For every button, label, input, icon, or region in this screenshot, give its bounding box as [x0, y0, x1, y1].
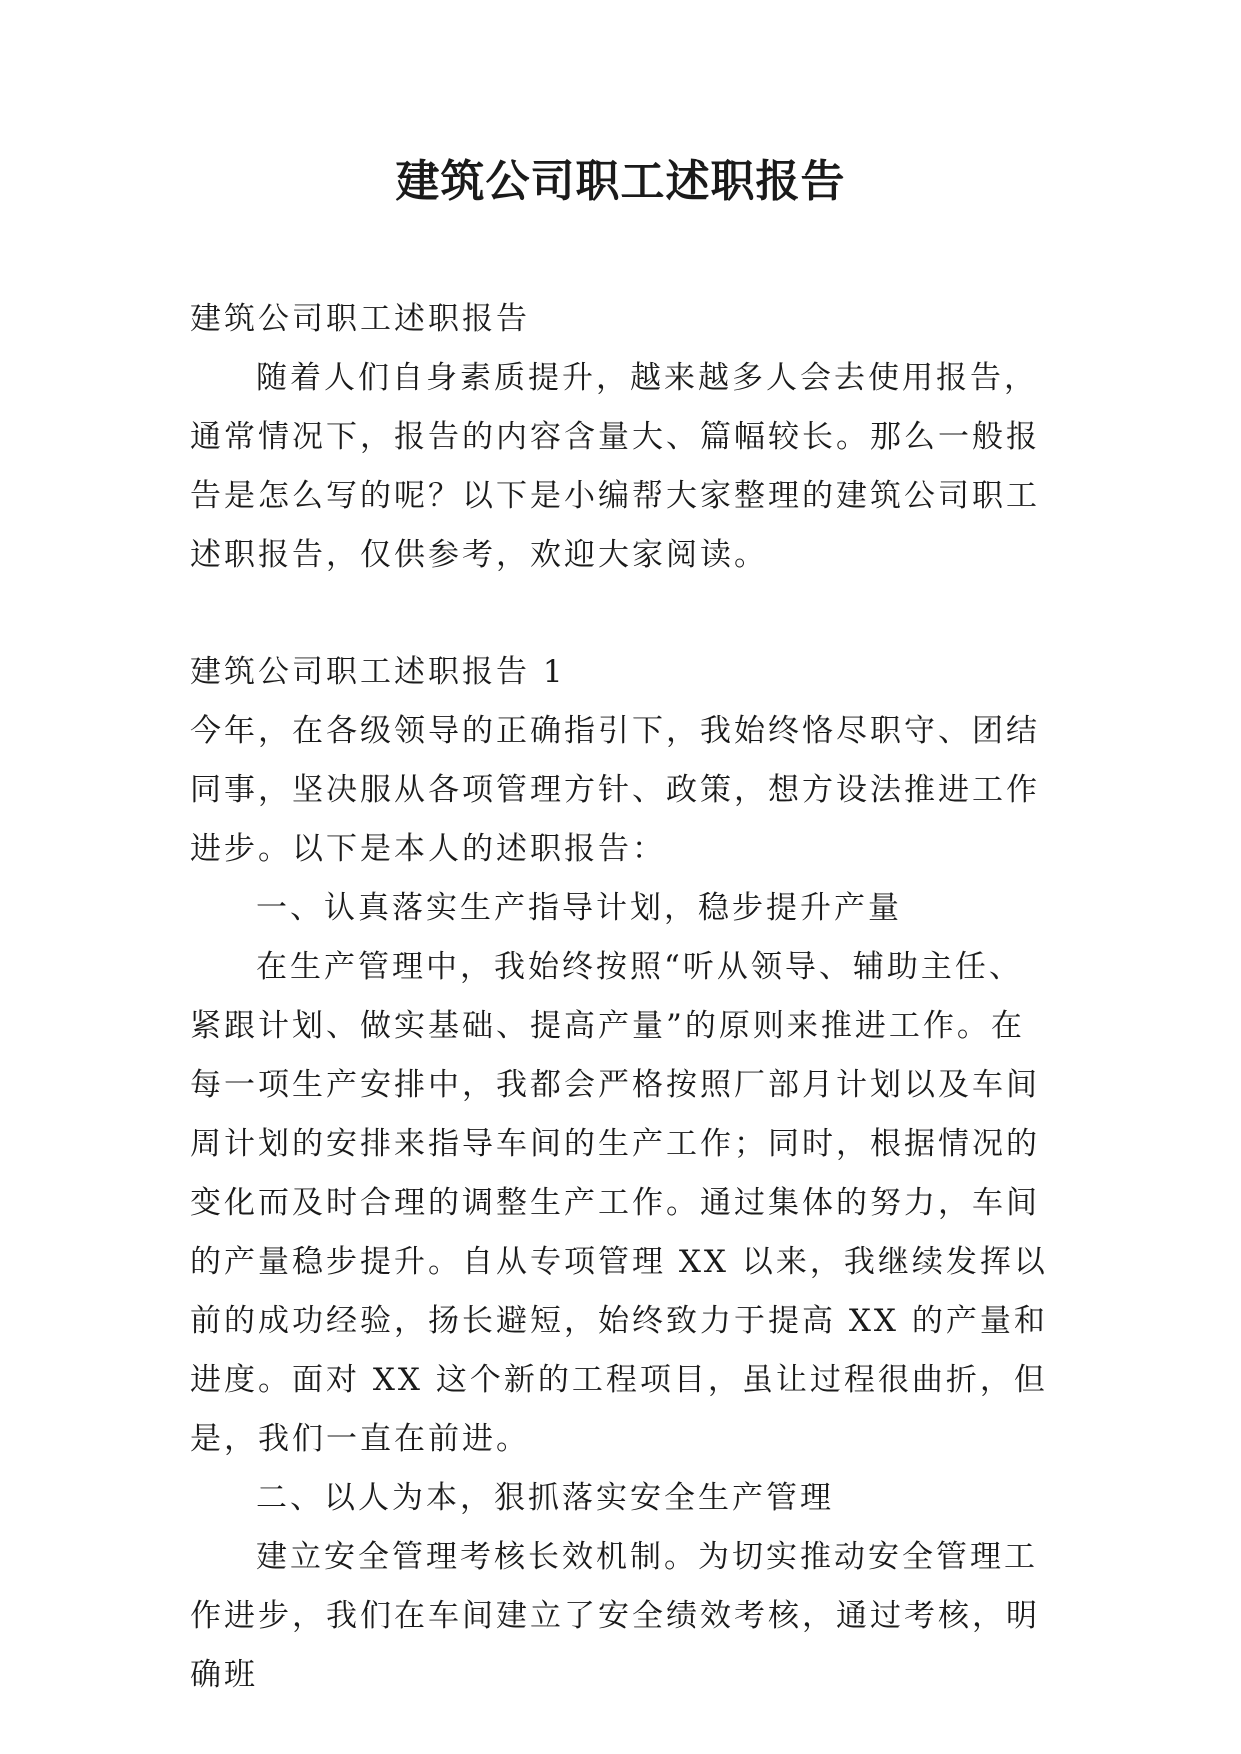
paragraph-spacer: [190, 585, 1055, 643]
paragraph-3: 建立安全管理考核长效机制。为切实推动安全管理工作进步，我们在车间建立了安全绩效考核，通过考核，明确班: [190, 1539, 1040, 1693]
paragraph-2: 在生产管理中，我始终按照“听从领导、辅助主任、紧跟计划、做实基础、提高产量”的原则来推进工作。在每一项生产安排中，我都会严格按照厂部月计划以及车间周计划的安排来指导车间的生产工作；同时，根据情况的变化而及时合理的调整生产工作。通过集体的努力，车间的产量稳步提升。自从专项管理 XX 以来，我继续发挥以前的成功经验，扬长避短，始终致力于提高 XX 的产量和进度。面对 XX 这个新的工程项目，虽让过程很曲折，但是，我们一直在前进。: [190, 949, 1048, 1457]
section-title: 建筑公司职工述职报告 1: [190, 654, 566, 690]
paragraph-1: 今年，在各级领导的正确指引下，我始终恪尽职守、团结同事，坚决服从各项管理方针、政策，想方设法推进工作进步。以下是本人的述职报告：: [190, 713, 1040, 867]
document-body: [190, 290, 1055, 1705]
heading-1: 一、认真落实生产指导计划，稳步提升产量: [256, 890, 902, 926]
document-title: 建筑公司职工述职报告: [395, 156, 846, 207]
document-subtitle: 建筑公司职工述职报告: [190, 301, 530, 337]
intro-paragraph: 随着人们自身素质提升，越来越多人会去使用报告，通常情况下，报告的内容含量大、篇幅较长。那么一般报告是怎么写的呢？以下是小编帮大家整理的建筑公司职工述职报告，仅供参考，欢迎大家阅读。: [190, 360, 1040, 573]
heading-2: 二、以人为本，狠抓落实安全生产管理: [256, 1480, 834, 1516]
